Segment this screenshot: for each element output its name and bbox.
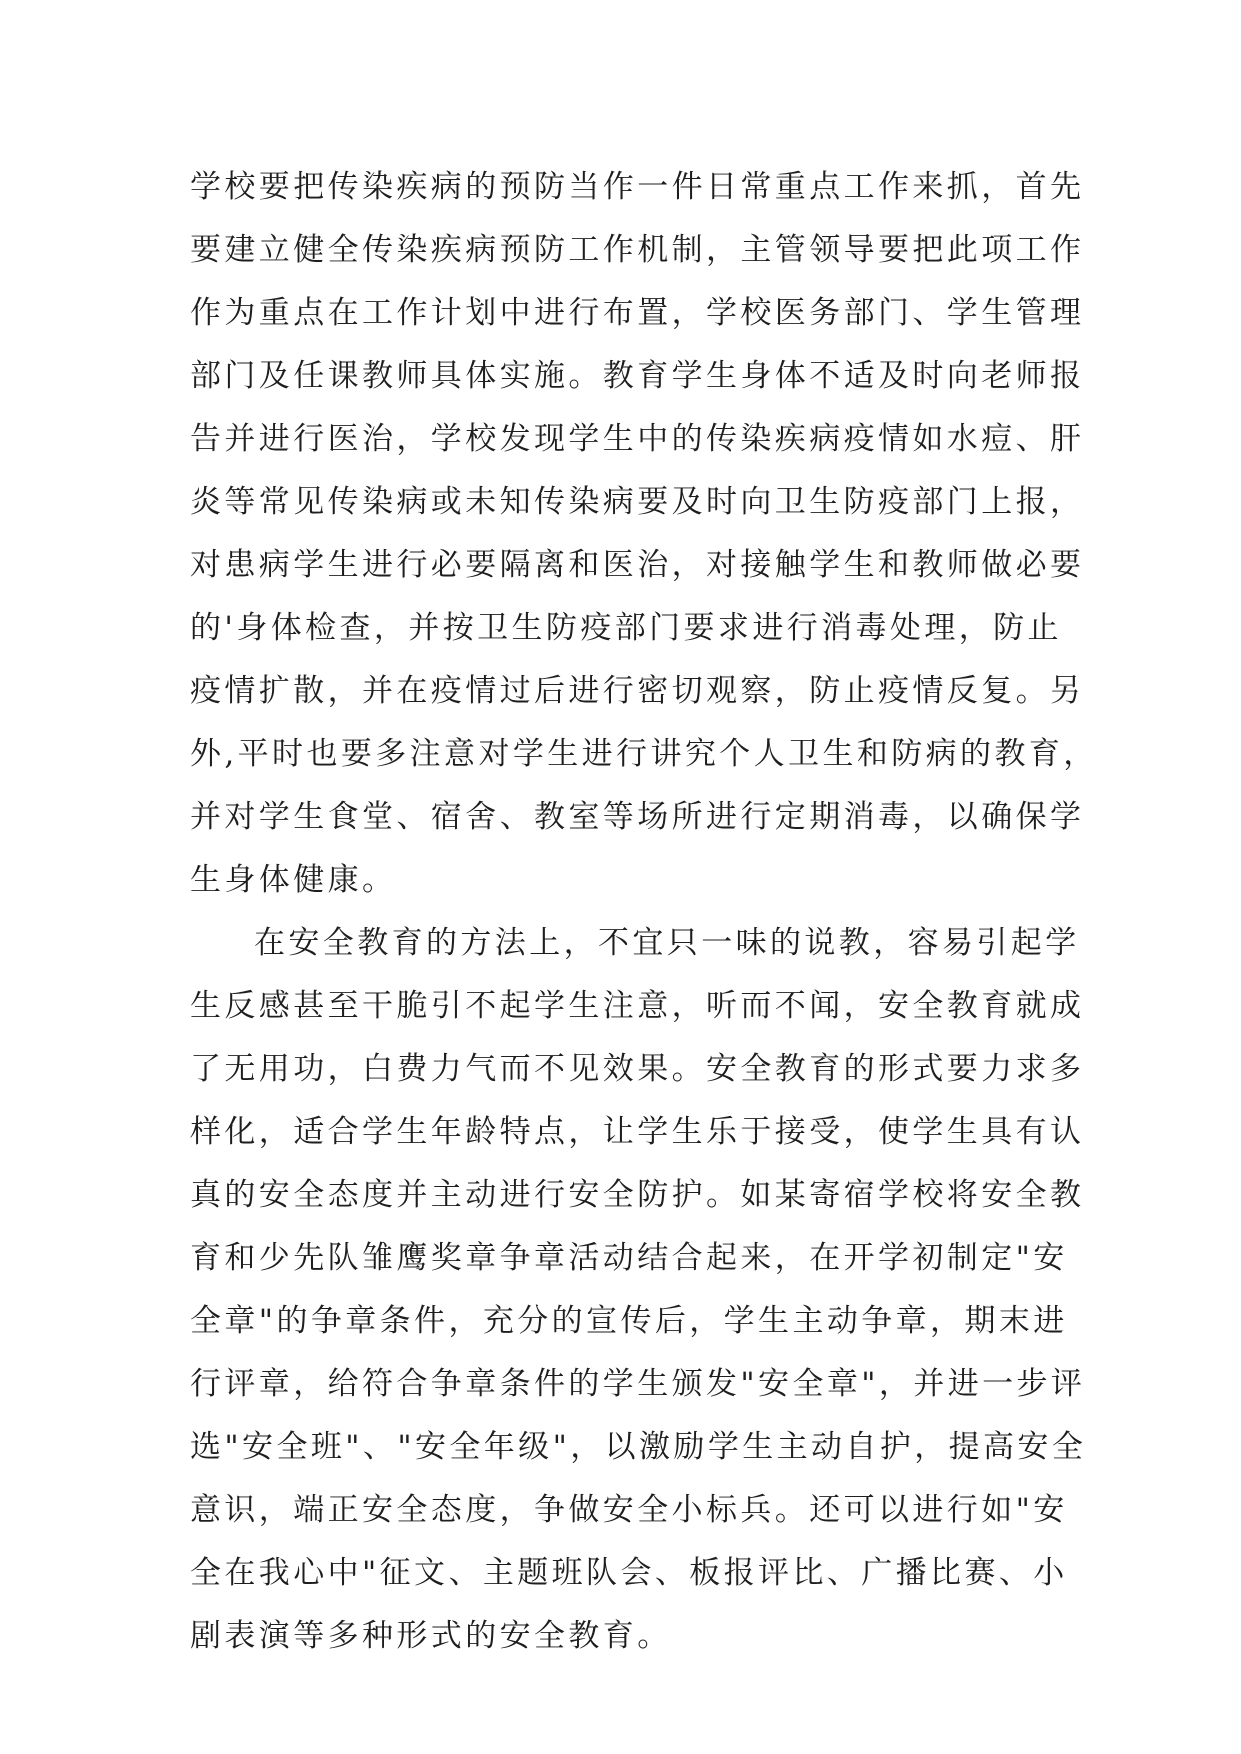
text-line: 并对学生食堂、宿舍、教室等场所进行定期消毒，以确保学 xyxy=(190,799,1085,835)
text-line: 在安全教育的方法上，不宜只一味的说教，容易引起学 xyxy=(254,925,1080,961)
text-line: 真的安全态度并主动进行安全防护。如某寄宿学校将安全教 xyxy=(190,1177,1085,1213)
text-line: 意识，端正安全态度，争做安全小标兵。还可以进行如"安 xyxy=(190,1492,1068,1528)
text-line: 疫情扩散，并在疫情过后进行密切观察，防止疫情反复。另 xyxy=(190,673,1085,709)
text-line: 外,平时也要多注意对学生进行讲究个人卫生和防病的教育， xyxy=(190,736,1098,772)
text-line: 学校要把传染疾病的预防当作一件日常重点工作来抓，首先 xyxy=(190,169,1085,205)
text-line: 了无用功，白费力气而不见效果。安全教育的形式要力求多 xyxy=(190,1051,1085,1087)
text-line: 全在我心中"征文、主题班队会、板报评比、广播比赛、小 xyxy=(190,1555,1068,1591)
paragraph-safety-education-methods xyxy=(190,912,1087,1668)
text-line: 的'身体检查，并按卫生防疫部门要求进行消毒处理，防止 xyxy=(190,610,1062,646)
text-line: 对患病学生进行必要隔离和医治，对接触学生和教师做必要 xyxy=(190,547,1085,583)
text-line: 行评章，给符合争章条件的学生颁发"安全章"，并进一步评 xyxy=(190,1366,1086,1402)
text-line: 生身体健康。 xyxy=(190,862,397,898)
text-line: 育和少先队雏鹰奖章争章活动结合起来，在开学初制定"安 xyxy=(190,1240,1068,1276)
text-line: 剧表演等多种形式的安全教育。 xyxy=(190,1618,672,1654)
text-line: 作为重点在工作计划中进行布置，学校医务部门、学生管理 xyxy=(190,295,1085,331)
text-line: 选"安全班"、"安全年级"，以激励学生主动自护，提高安全 xyxy=(190,1429,1087,1465)
text-line: 全章"的争章条件，充分的宣传后，学生主动争章，期末进 xyxy=(190,1303,1068,1339)
text-line: 部门及任课教师具体实施。教育学生身体不适及时向老师报 xyxy=(190,358,1085,394)
text-line: 要建立健全传染疾病预防工作机制，主管领导要把此项工作 xyxy=(190,232,1085,268)
text-line: 炎等常见传染病或未知传染病要及时向卫生防疫部门上报， xyxy=(190,484,1085,520)
paragraph-disease-prevention xyxy=(190,156,1098,912)
document-body xyxy=(190,156,1098,1668)
text-line: 告并进行医治，学校发现学生中的传染疾病疫情如水痘、肝 xyxy=(190,421,1085,457)
text-line: 生反感甚至干脆引不起学生注意，听而不闻，安全教育就成 xyxy=(190,988,1085,1024)
text-line: 样化，适合学生年龄特点，让学生乐于接受，使学生具有认 xyxy=(190,1114,1085,1150)
